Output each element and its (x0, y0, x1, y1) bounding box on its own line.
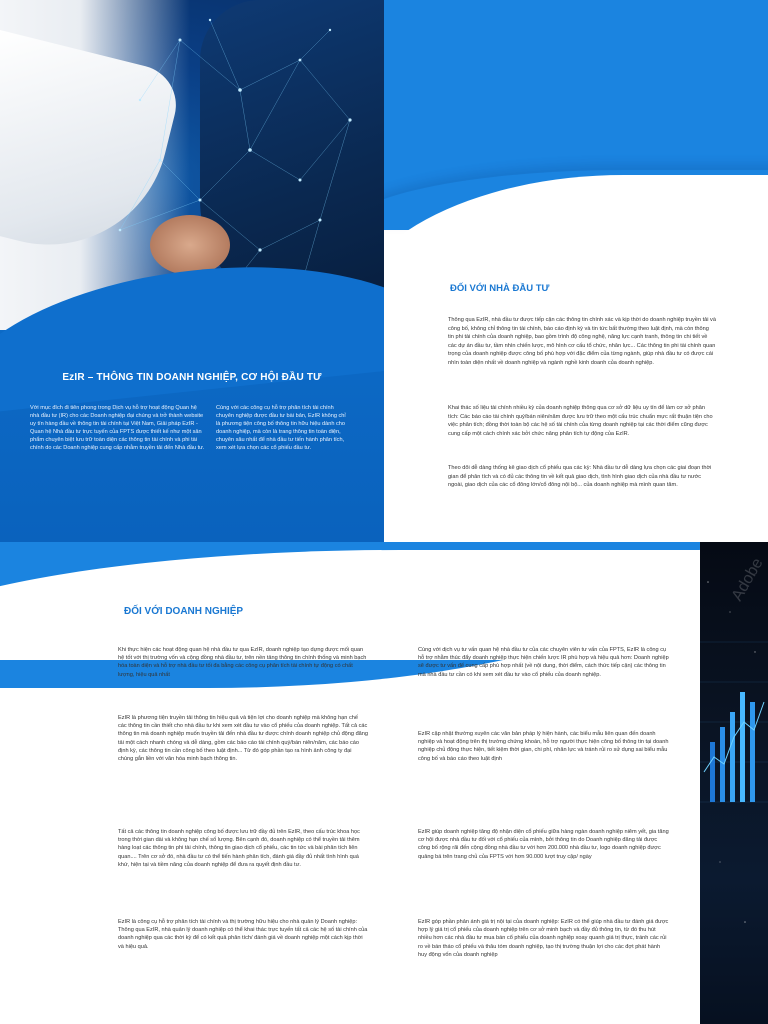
chart-bars-graphic (700, 542, 768, 1024)
page-left-cover (0, 0, 384, 542)
enterprise-left-paragraph-3: Tất cả các thông tin doanh nghiệp công bố được lưu trữ đầy đủ trên EzIR, theo cấu trúc khoa học trong thời gian dài và không hạn chế số lượng. Bên cạnh đó, doanh nghiệp có thể truyền tải thêm hàng loạt các thông tin phi tài chính, thông tin giao dịch cổ phiếu, các tin tức và bài phân tích liên quan.... Trên cơ sở đó, nhà đầu tư có thể tiến hành phân tích, đánh giá đầy đủ nhất tình hình quá khứ, hiện tại và tiềm năng của doanh nghiệp để đưa ra quyết định đầu tư. (118, 829, 360, 868)
trading-screen-photo (700, 542, 768, 1024)
stock-watermark-text: Adobe (728, 555, 767, 604)
enterprise-right-paragraph-4: EzIR góp phần phản ánh giá trị nội tại của doanh nghiệp: EzIR có thể giúp nhà đầu tư đánh giá được hợp lý giá trị cổ phiếu của doanh nghiệp trên cơ sở minh bạch và đầy đủ thông tin, từ đó thu hút nhiều hơn các nhà đầu tư mua bán cổ phiếu của doanh nghiệp xoay quanh giá trị thực, tránh các rủi ro về bán tháo cổ phiếu và thâu tóm doanh nghiệp, tạo thị trường thuận lợi cho các đợt phát hành huy động vốn của doanh nghiệp (418, 919, 669, 958)
intro-column-right: Cùng với các công cụ hỗ trợ phân tích tài chính chuyên nghiệp được đầu tư bài bản, EzIR không chỉ là phương tiện công bố thông tin hữu hiệu dành cho doanh nghiệp, mà còn là trang thông tin toàn diện, chuyên sâu nhất để nhà đầu tư tiến hành phân tích, xem xét lựa chọn các cổ phiếu đầu tư. (216, 405, 346, 452)
enterprise-left-paragraph-1: Khi thực hiện các hoạt động quan hệ nhà đầu tư qua EzIR, doanh nghiệp tạo dựng được mối quan hệ tốt với thị trường vốn và cộng đồng nhà đầu tư, trên nền tảng thông tin chính thống và minh bạch hóa toàn diện và hỗ trợ nhà đầu tư tối đa bằng các công cụ phân tích tài chính tự động có chất lượng, hiệu quả nhất (118, 647, 367, 678)
enterprise-right-paragraph-1: Cùng với dịch vụ tư vấn quan hệ nhà đầu tư của các chuyên viên tư vấn của FPTS, EzIR là công cụ hỗ trợ nhằm thúc đẩy doanh nghiệp thực hiện chiến lược IR phù hợp và hiệu quả hơn: Doanh nghiệp sẽ được tư vấn để cung cấp phù hợp nhất (về nội dung, thời điểm, cách thức tiếp cận) các thông tin mà nhà đầu tư cần có khi xem xét đầu tư vào cổ phiếu của doanh nghiệp. (418, 647, 669, 678)
enterprise-left-paragraph-2: EzIR là phương tiện truyền tải thông tin hiệu quả và tiện lợi cho doanh nghiệp mà không hạn chế các thông tin cần thiết cho nhà đầu tư khi xem xét đầu tư vào cổ phiếu của doanh nghiệp. Tất cả các thông tin mà doanh nghiệp muốn truyền tải đến nhà đầu tư được chính doanh nghiệp chủ động đăng tải một cách nhanh chóng và dễ dàng, gồm các báo cáo tài chính quý/bán niên/năm, các báo cáo định kỳ, các thông tin cần công bố theo luật định... Từ đó góp phần tạo ra hình ảnh công ty đại chúng gắn liền với văn hóa minh bạch thông tin. (118, 715, 369, 763)
intro-column-left: Với mục đích đi tiên phong trong Dịch vụ hỗ trợ hoạt động Quan hệ nhà đầu tư (IR) cho các Doanh nghiệp đại chúng và trở thành website uy tín hàng đầu về thông tin tài chính tại Việt Nam, Giải pháp EzIR - Quan hệ Nhà đầu tư trực tuyến của FPTS được thiết kế như một sản phẩm chuyên biệt lưu trữ toàn diện các thông tin tài chính và phi tài chính do các Doanh nghiệp cung cấp nhằm truyền tải đến Nhà đầu tư. (30, 405, 205, 452)
investor-paragraph-1: Thông qua EzIR, nhà đầu tư được tiếp cận các thông tin chính xác và kịp thời do doanh nghiệp truyền tải và công bố, không chỉ thông tin tài chính, báo cáo định kỳ và tin tức bất thường theo luật định, mà còn thông tin phi tài chính của doanh nghiệp, bao gồm trình độ công nghệ, năng lực cạnh tranh, thông tin chi tiết về các dự án đầu tư, tầm nhìn chiến lược, mô hình cơ cấu tổ chức, nhân lực... Các thông tin phi tài chính quan trọng của doanh nghiệp được công bố phù hợp với đặc điểm của từng ngành, giúp nhà đầu tư có được cái nhìn toàn diện nhất về doanh nghiệp và ngành nghề kinh doanh của doanh nghiệp. (448, 317, 716, 366)
investor-paragraph-3: Theo dõi dễ dàng thống kê giao dịch cổ phiếu qua các kỳ: Nhà đầu tư dễ dàng lựa chọn các giai đoạn thời gian để phân tích và có đủ các thông tin về kết quả giao dịch, tình hình giao dịch của nhà đầu tư nước ngoài, giao dịch của các cổ đông lớn/cổ đông nội bộ... của doanh nghiệp mà mình quan tâm. (448, 465, 712, 489)
enterprise-right-paragraph-3: EzIR giúp doanh nghiệp tăng độ nhận diện cổ phiếu giữa hàng ngàn doanh nghiệp niêm yết, gia tăng cơ hội được nhà đầu tư đối với cổ phiếu của mình, bởi thông tin do Doanh nghiệp đăng tải được công bố rộng rãi đến cộng đồng nhà đầu tư với hơn 200.000 nhà đầu tư, logo doanh nghiệp được quảng bá trên trang chủ của FPTS với hơn 90.000 lượt truy cập/ ngày (418, 829, 669, 860)
page-investors (384, 0, 768, 542)
section-heading-investors: ĐỐI VỚI NHÀ ĐẦU TƯ (450, 283, 550, 294)
enterprise-right-paragraph-2: EzIR cập nhật thường xuyên các văn bản pháp lý hiện hành, các biểu mẫu liên quan đến doanh nghiệp và hoạt động trên thị trường chứng khoán, hỗ trợ người thực hiện công bố thông tin tại doanh nghiệp chủ động thực hiện, tiết kiệm thời gian, chi phí, nhân lực và tránh rủi ro sử dụng sai biểu mẫu công bố và báo cáo theo luật định (418, 731, 669, 762)
investor-paragraph-2: Khai thác số liệu tài chính nhiều kỳ của doanh nghiệp thông qua cơ sở dữ liệu uy tín để làm cơ sở phân tích: Các báo cáo tài chính quý/bán niên/năm được lưu trữ theo một cấu trúc chuẩn mực rất thuận tiện cho việc phân tích; đồng thời toàn bộ các hệ số tài chính của từng doanh nghiệp tại các thời điểm cũng được cung cấp một cách chính xác bởi chức năng phân tích tự động của EzIR. (448, 405, 713, 437)
section-heading-enterprises: ĐỐI VỚI DOANH NGHIỆP (124, 606, 244, 617)
enterprise-left-paragraph-4: EzIR là công cụ hỗ trợ phân tích tài chính và thị trường hữu hiệu cho nhà quản lý Doanh nghiệp: Thông qua EzIR, nhà quản lý doanh nghiệp có thể khai thác trực tuyến tất cả các hệ số tài chính của doanh nghiệp qua các thời kỳ để có kết quả phân tích/ đánh giá về doanh nghiệp một cách kịp thời và hiệu quả. (118, 919, 368, 950)
page-title: EzIR – THÔNG TIN DOANH NGHIỆP, CƠ HỘI ĐẦU TƯ (62, 372, 322, 383)
white-top-curve (0, 550, 760, 660)
page-enterprises (0, 542, 768, 1024)
